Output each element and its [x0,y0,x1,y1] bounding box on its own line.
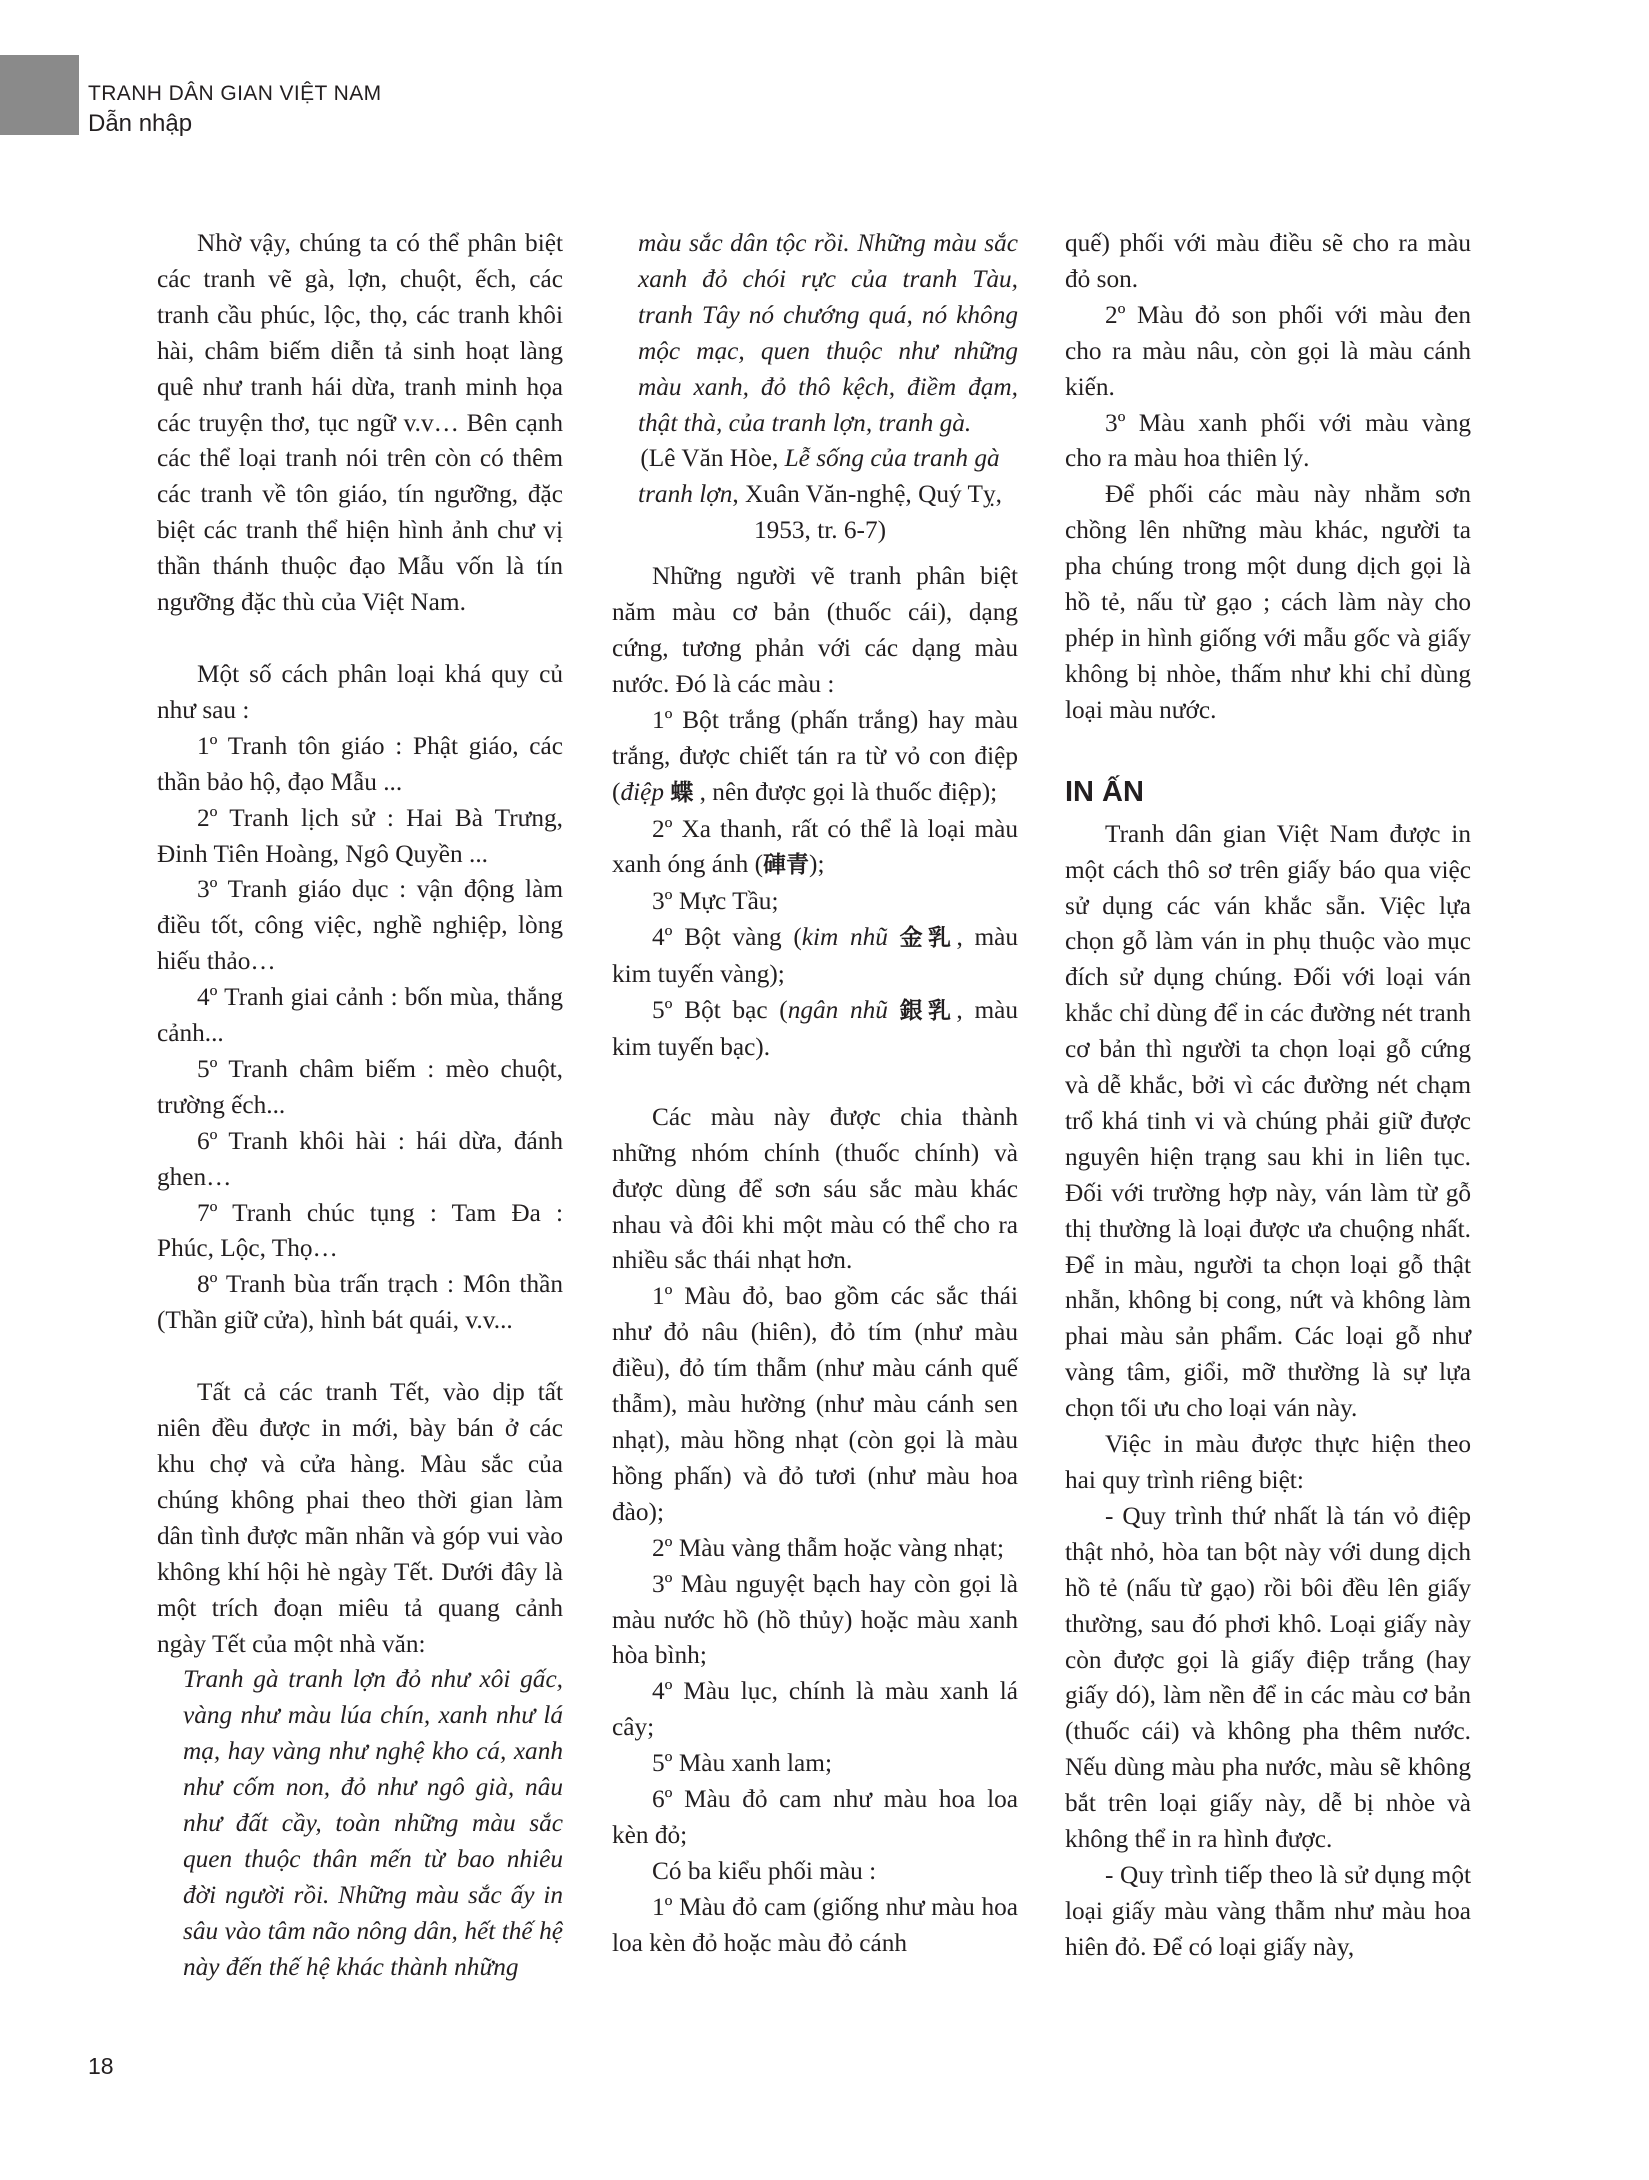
list-item: 6º Tranh khôi hài : hái dừa, đánh ghen… [157,1126,563,1191]
list-item: 6º Màu đỏ cam như màu hoa loa kèn đỏ; [612,1785,1018,1849]
list-item: 3º Tranh giáo dục : vận động làm điều tốt, công việc, nghề nghiệp, lòng hiếu thảo… [157,875,563,976]
list-item: 3º Mực Tầu; [652,887,779,916]
chinese-characters: 銀乳 [899,998,957,1025]
running-header-subtitle: Dẫn nhập [88,110,193,137]
list-item: 4º Màu lục, chính là màu xanh lá cây; [612,1677,1018,1742]
list-item: 2º Màu vàng thẫm hoặc vàng nhạt; [652,1533,1005,1562]
list-item: 4º Bột vàng (kim nhũ 金乳, màu kim tuyến vàng); [612,923,1019,989]
text-column-1 [157,226,563,1986]
list-item: 5º Màu xanh lam; [652,1749,832,1778]
block-quote: màu sắc dân tộc rồi. Những màu sắc xanh đỏ chói rực của tranh Tàu, tranh Tây nó chướng quá, nó không mộc mạc, quen thuộc như những màu xanh, đỏ thô kệch, điềm đạm, thật thà, của tranh lợn, tranh gà. [638,229,1018,437]
paragraph: Các màu này được chia thành những nhóm chính (thuốc chính) và được dùng để sơn sáu sắc màu khác nhau và đôi khi một màu có thể cho ra nhiều sắc thái nhạt hơn. [612,1102,1018,1275]
chinese-characters: 硨青 [763,852,810,879]
list-item: 4º Tranh giai cảnh : bốn mùa, thắng cảnh... [157,983,563,1048]
list-item: 8º Tranh bùa trấn trạch : Môn thần (Thần giữ cửa), hình bát quái, v.v... [157,1270,563,1335]
citation-author: (Lê Văn Hòe, [640,444,785,473]
paragraph: Nhờ vậy, chúng ta có thể phân biệt các tranh vẽ gà, lợn, chuột, ếch, các tranh cầu phúc, lộc, thọ, các tranh khôi hài, châm biếm diễn tả sinh hoạt làng quê như tranh hái dừa, tranh minh họa các truyện thơ, tục ngữ v.v… Bên cạnh các thể loại tranh nói trên còn có thêm các tranh về tôn giáo, tín ngưỡng, đặc biệt các tranh thể hiện hình ảnh chư vị thần thánh thuộc đạo Mẫu vốn là tín ngưỡng đặc thù của Việt Nam. [157,229,563,617]
list-item: 2º Xa thanh, rất có thể là loại màu xanh óng ánh (硨青); [612,814,1018,879]
chinese-characters: 蝶 [670,779,694,806]
running-header-title: TRANH DÂN GIAN VIỆT NAM [88,82,382,105]
list-item: 1º Bột trắng (phấn trắng) hay màu trắng, được chiết tán ra từ vỏ con điệp (điệp 蝶 , nên được gọi là thuốc điệp); [612,705,1018,806]
paragraph: Việc in màu được thực hiện theo hai quy trình riêng biệt: [1065,1430,1471,1494]
paragraph: - Quy trình tiếp theo là sử dụng một loại giấy màu vàng thẫm như màu hoa hiên đỏ. Để có loại giấy này, [1065,1860,1471,1961]
paragraph: Để phối các màu này nhằm sơn chồng lên những màu khác, người ta pha chúng trong một dung dịch gọi là hồ tẻ, nấu từ gạo ; cách làm này cho phép in hình giống với mẫu gốc và giấy không bị nhòe, thấm như khi chỉ dùng loại màu nước. [1065,480,1471,724]
paragraph: quế) phối với màu điều sẽ cho ra màu đỏ son. [1065,229,1471,293]
section-heading: IN ẤN [1065,775,1144,808]
text-column-3 [1065,226,1471,1966]
list-item: 2º Tranh lịch sử : Hai Bà Trưng, Đinh Tiên Hoàng, Ngô Quyền ... [157,803,563,868]
text-column-2 [612,226,1018,1962]
list-item: 1º Tranh tôn giáo : Phật giáo, các thần bảo hộ, đạo Mẫu ... [157,731,563,796]
paragraph: Tranh dân gian Việt Nam được in một cách thô sơ trên giấy báo qua việc sử dụng các ván khắc sẵn. Việc lựa chọn gỗ làm ván in phụ thuộc vào mục đích sử dụng chúng. Đối với loại ván khắc chỉ dùng để in các đường nét tranh cơ bản thì người ta chọn loại gỗ cứng và dễ khắc, bởi vì các đường nét chạm trổ khá tinh vi và chúng phải giữ được nguyên hiện trạng sau khi in liên tục. Đối với trường hợp này, ván làm từ gỗ thị thường là loại được ưa chuộng nhất. Để in màu, người ta chọn loại gỗ thật nhẵn, không bị cong, nứt và không làm phai màu sản phẩm. Các loại gỗ như vàng tâm, giổi, mỡ thường là sự lựa chọn tối ưu cho loại ván này. [1065,819,1471,1423]
paragraph: Tất cả các tranh Tết, vào dịp tất niên đều được in mới, bày bán ở các khu chợ và cửa hàng. Màu sắc của chúng không phai theo thời gian làm dân tình được mãn nhãn và góp vui vào không khí hội hè ngày Tết. Dưới đây là một trích đoạn miêu tả quang cảnh ngày Tết của một nhà văn: [157,1378,563,1658]
quote-citation [612,441,1018,549]
list-item: 7º Tranh chúc tụng : Tam Đa : Phúc, Lộc, Thọ… [157,1198,563,1263]
list-item: 5º Bột bạc (ngân nhũ 銀乳, màu kim tuyến bạc). [612,996,1019,1061]
list-item: 2º Màu đỏ son phối với màu đen cho ra màu nâu, còn gọi là màu cánh kiến. [1065,300,1471,401]
paragraph: - Quy trình thứ nhất là tán vỏ điệp thật nhỏ, hòa tan bột này với dung dịch hồ tẻ (nấu từ gạo) rồi bôi đều lên giấy thường, sau đó phơi khô. Loại giấy này còn được gọi là giấy điệp trắng (hay giấy dó), làm nền để in các màu cơ bản (thuốc cái) và không pha thêm nước. Nếu dùng màu pha nước, màu sẽ không bắt trên loại giấy này, dễ bị nhòe và không thể in ra hình được. [1065,1501,1471,1854]
paragraph: Những người vẽ tranh phân biệt năm màu cơ bản (thuốc cái), dạng cứng, tương phản với các dạng màu nước. Đó là các màu : [612,562,1018,698]
page-number: 18 [88,2053,114,2079]
paragraph: Một số cách phân loại khá quy củ như sau : [157,659,563,724]
citation-source: , Xuân Văn-nghệ, Quý Tỵ, 1953, tr. 6-7) [732,480,1002,545]
list-item: 3º Màu xanh phối với màu vàng cho ra màu hoa thiên lý. [1065,408,1471,473]
paragraph: Có ba kiểu phối màu : [652,1856,877,1885]
list-item: 3º Màu nguyệt bạch hay còn gọi là màu nước hồ (hồ thủy) hoặc màu xanh hòa bình; [612,1569,1018,1670]
citation-title: Lễ sống của tranh gà tranh lợn [638,444,1000,509]
header-corner-block [0,55,79,135]
list-item: 1º Màu đỏ, bao gồm các sắc thái như đỏ nâu (hiên), đỏ tím (như màu điều), đỏ tím thẫm (như màu cánh quế thẫm), màu hường (như màu cánh sen nhạt), màu hồng nhạt (còn gọi là màu hồng phấn) và đỏ tươi (như màu hoa đào); [612,1282,1018,1526]
list-item: 5º Tranh châm biếm : mèo chuột, trường ếch... [157,1054,563,1119]
chinese-characters: 金乳 [899,925,957,952]
list-item: 1º Màu đỏ cam (giống như màu hoa loa kèn đỏ hoặc màu đỏ cánh [612,1892,1018,1957]
block-quote: Tranh gà tranh lợn đỏ như xôi gấc, vàng như màu lúa chín, xanh như lá mạ, hay vàng như nghệ kho cá, xanh như cốm non, đỏ như ngô già, nâu như đất cầy, toàn những màu sắc quen thuộc thân mến từ bao nhiêu đời người rồi. Những màu sắc ấy in sâu vào tâm não nông dân, hết thế hệ này đến thế hệ khác thành những [183,1665,563,1981]
